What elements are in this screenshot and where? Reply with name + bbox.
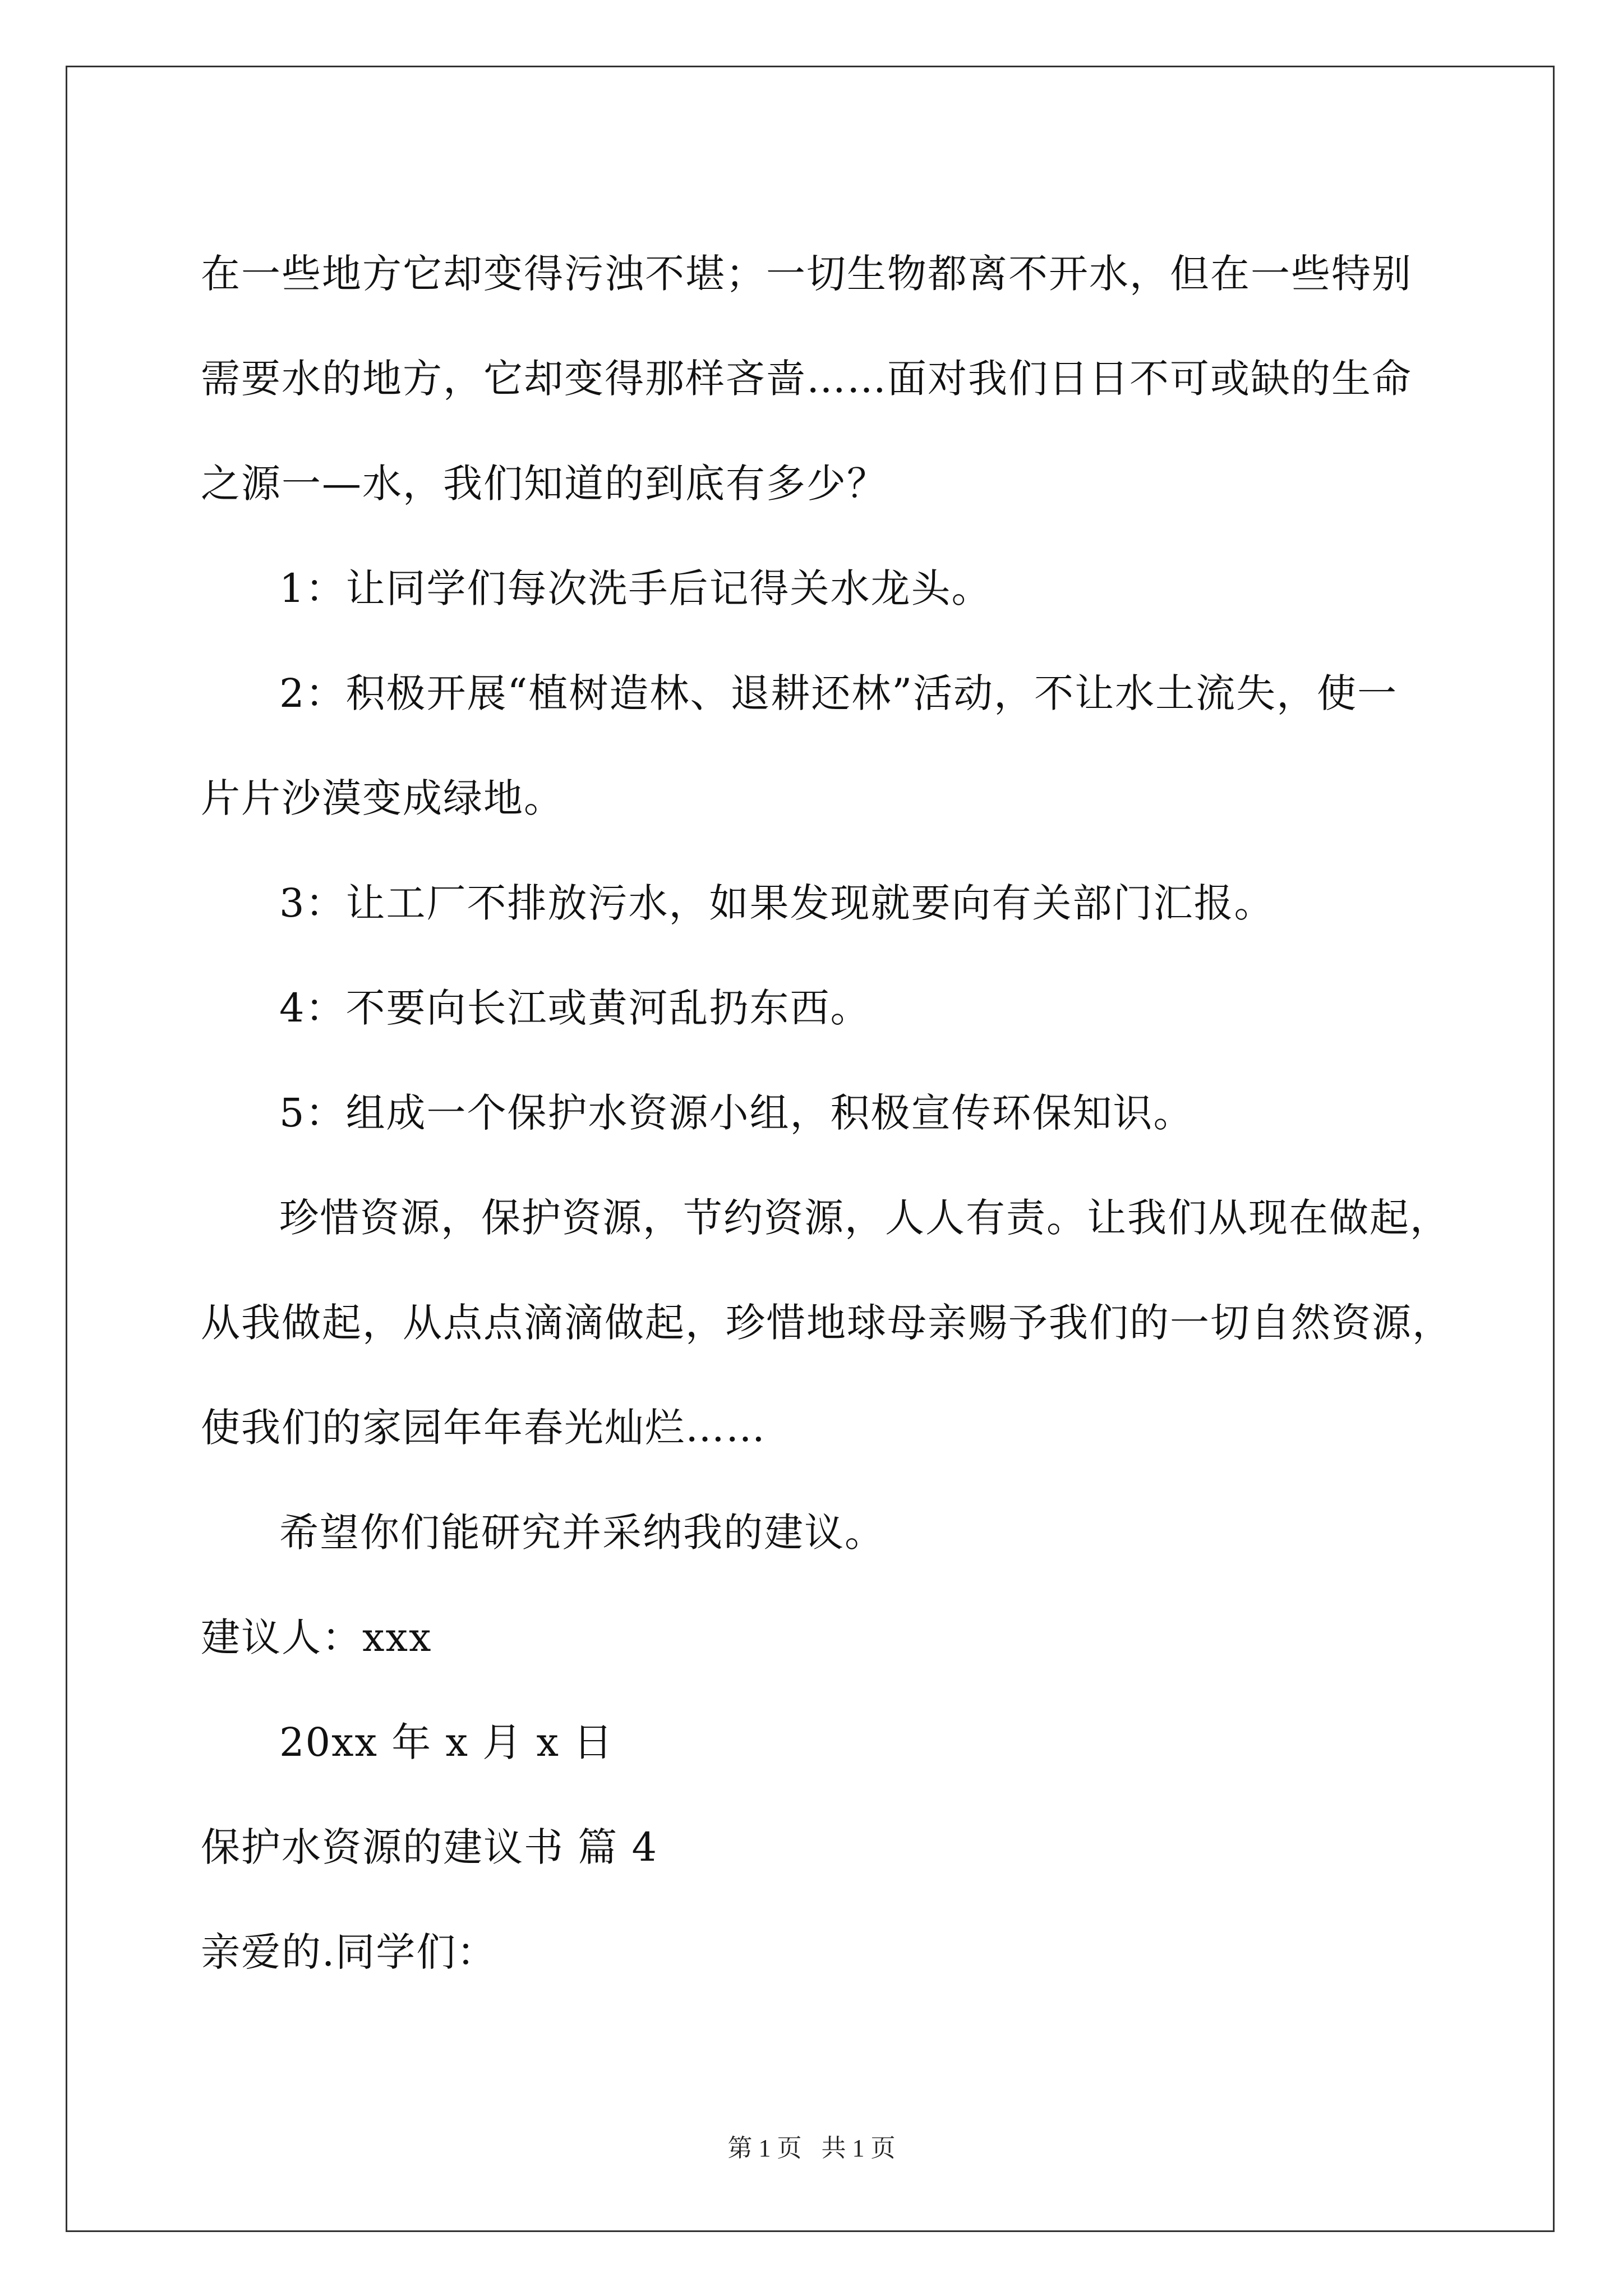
suggestion-item-3: 3：让工厂不排放污水，如果发现就要向有关部门汇报。: [279, 880, 1275, 926]
suggestion-item-5: 5：组成一个保护水资源小组，积极宣传环保知识。: [279, 1090, 1194, 1136]
page-footer: [0, 2132, 1623, 2165]
salutation-line: 亲爱的.同学们：: [201, 1929, 497, 1975]
suggestion-item-1: 1：让同学们每次洗手后记得关水龙头。: [279, 565, 992, 611]
closing-line: 希望你们能研究并采纳我的建议。: [279, 1510, 885, 1556]
paragraph-line: 在一些地方它却变得污浊不堪；一切生物都离不开水，但在一些特别: [201, 251, 1412, 297]
date-line: 20xx 年 x 月 x 日: [279, 1719, 614, 1765]
suggestion-item-4: 4：不要向长江或黄河乱扔东西。: [279, 985, 871, 1031]
paragraph-line: 从我做起，从点点滴滴做起，珍惜地球母亲赐予我们的一切自然资源，: [201, 1300, 1453, 1346]
signature-line: 建议人：xxx: [201, 1614, 432, 1660]
paragraph-line: 使我们的家园年年春光灿烂……: [201, 1405, 766, 1451]
paragraph-line: 需要水的地方，它却变得那样吝啬……面对我们日日不可或缺的生命: [201, 356, 1412, 402]
document-body: [201, 222, 1491, 2005]
page-total: 共 1 页: [821, 2134, 896, 2162]
paragraph-line: 片片沙漠变成绿地。: [201, 775, 564, 821]
page-number: 第 1 页: [727, 2134, 802, 2162]
suggestion-item-2: 2：积极开展“植树造林、退耕还林”活动，不让水土流失，使一: [279, 670, 1398, 716]
section-heading: 保护水资源的建议书 篇 4: [201, 1824, 658, 1870]
paragraph-line: 之源一—水，我们知道的到底有多少？: [201, 461, 887, 507]
paragraph-line: 珍惜资源，保护资源，节约资源，人人有责。让我们从现在做起，: [279, 1195, 1450, 1241]
